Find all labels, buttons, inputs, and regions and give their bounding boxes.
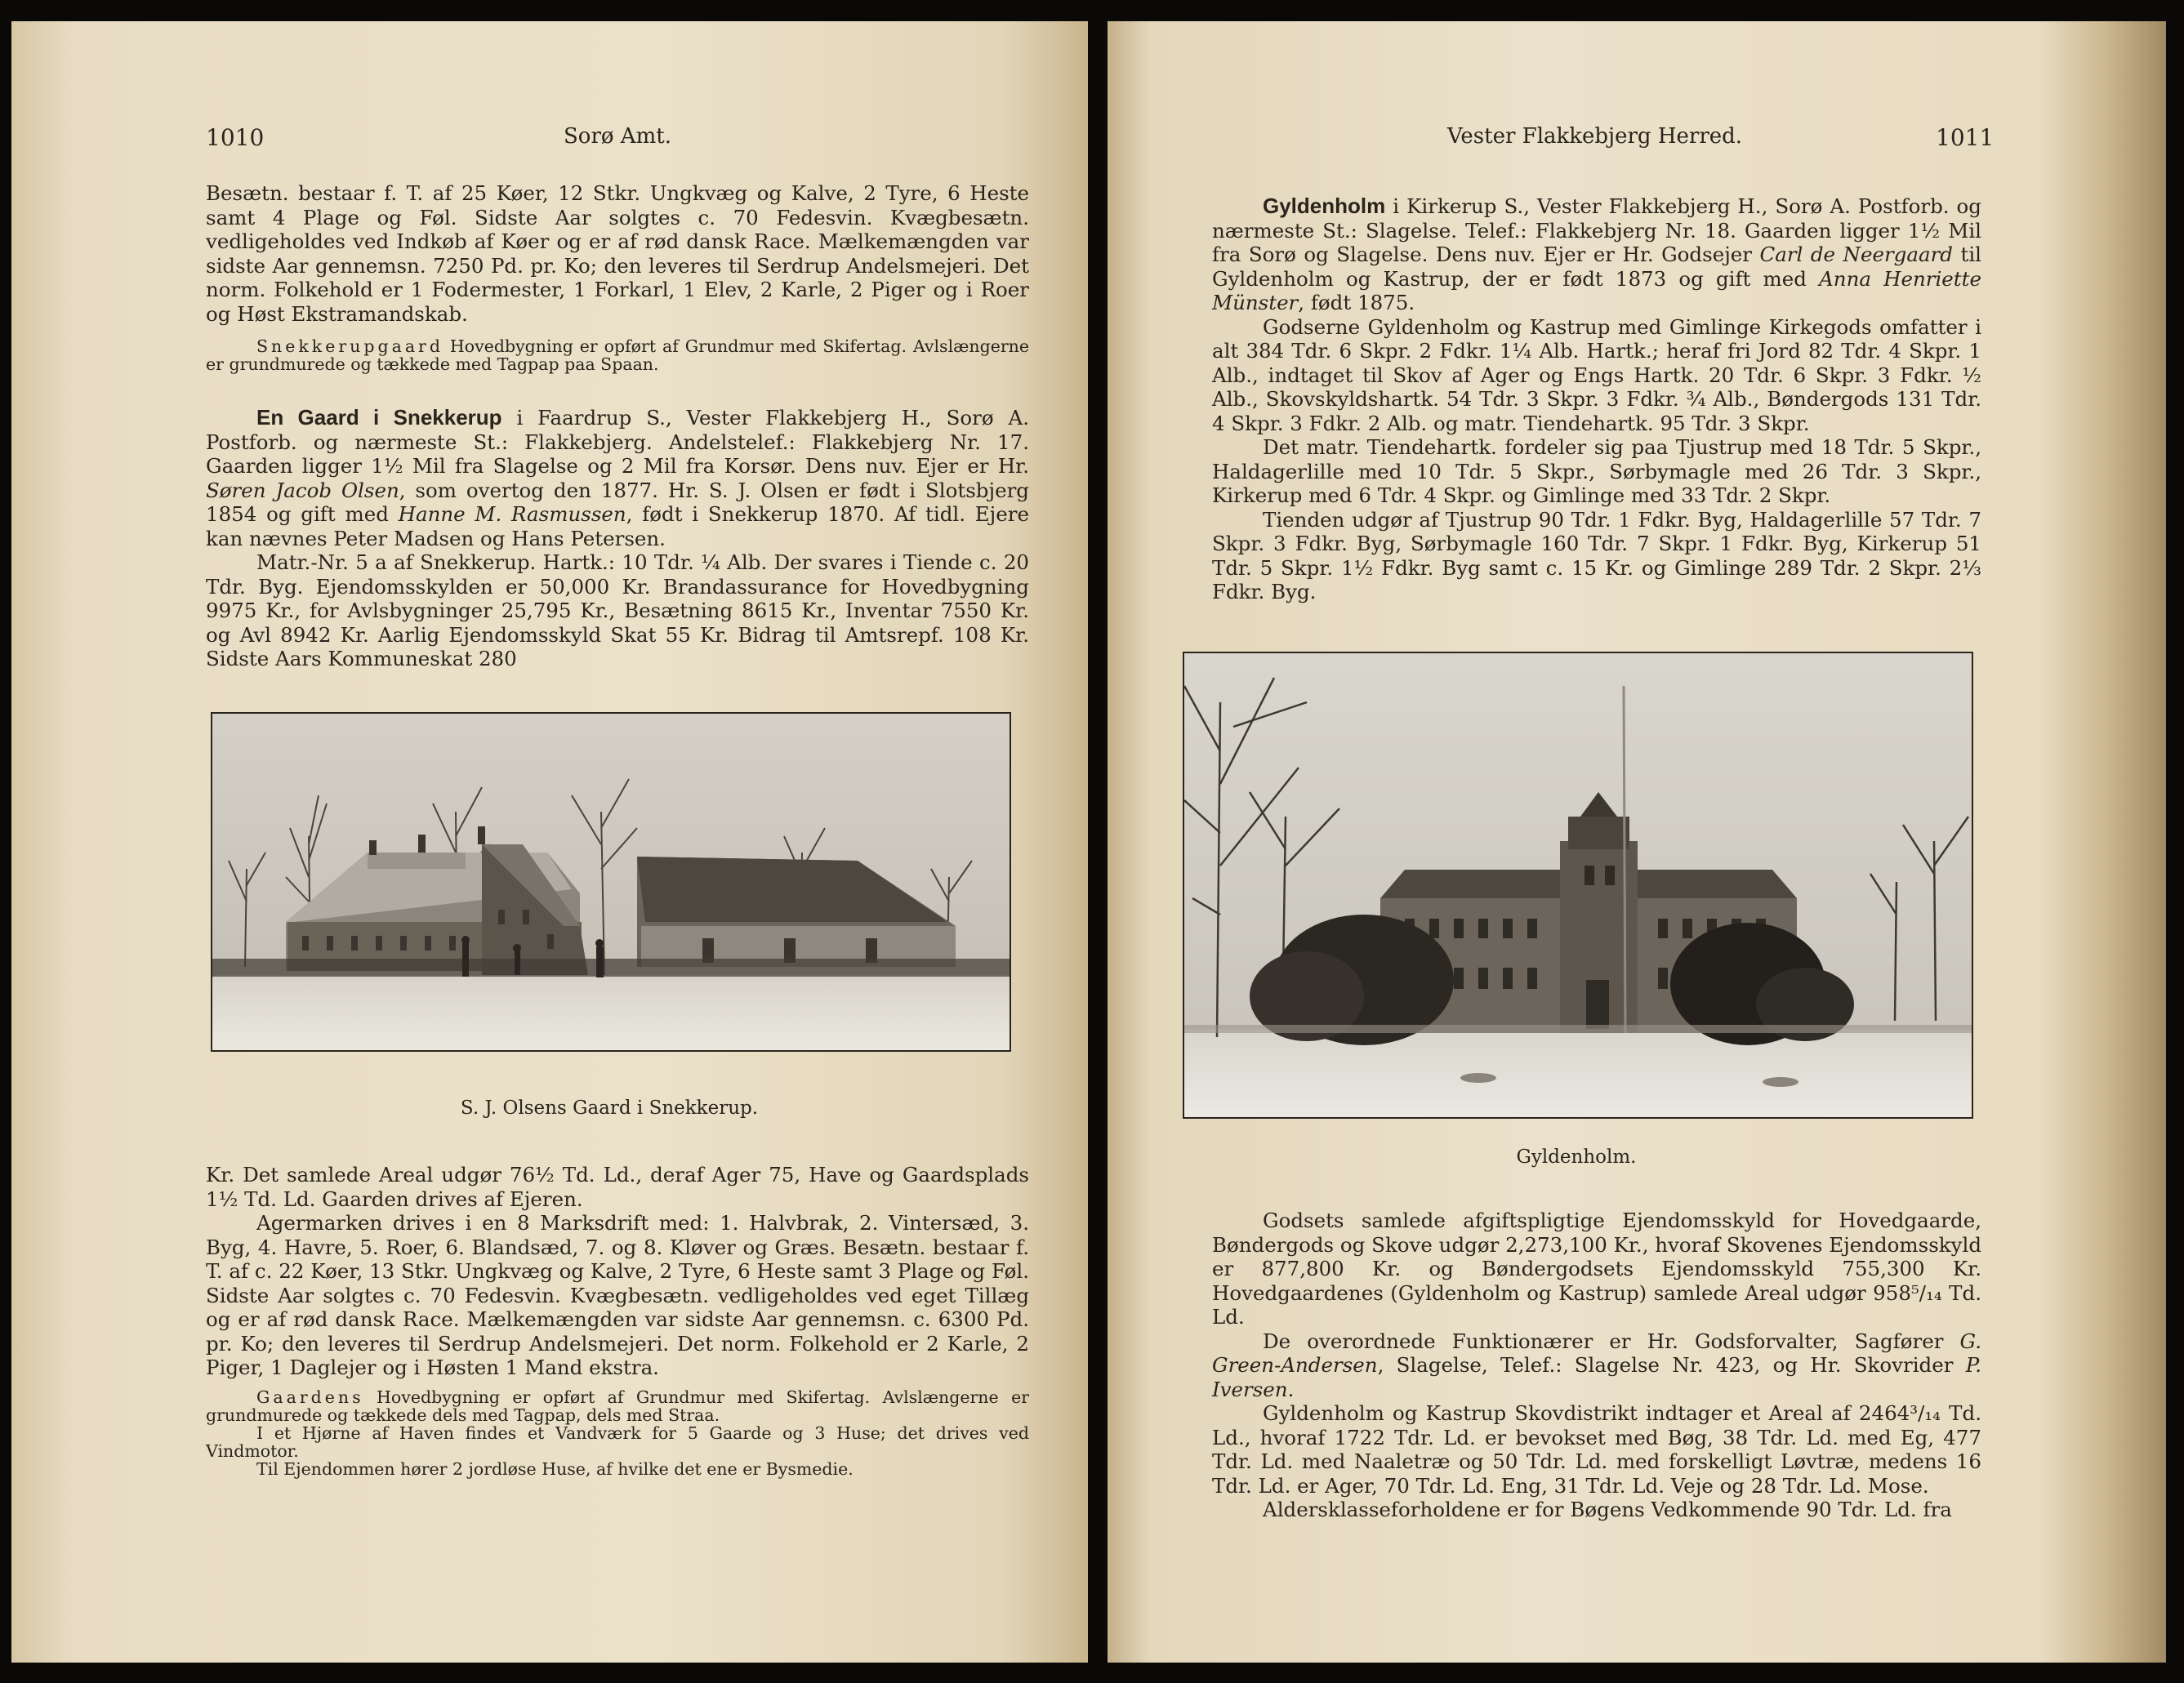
small-note: Snekkerupgaard Hovedbygning er opført af Grundmur med Skifertag. Avlslængerne er grundmurede og tækkede med Tagpap paa Spaan. xyxy=(206,336,1029,374)
right-text-top xyxy=(1212,194,1981,604)
paragraph: Aldersklasseforholdene er for Bøgens Vedkommende 90 Tdr. Ld. fra xyxy=(1263,1498,1952,1521)
left-text-top xyxy=(206,181,1029,671)
paragraph: Tienden udgør af Tjustrup 90 Tdr. 1 Fdkr. Byg, Haldagerlille 57 Tdr. 7 Skpr. 3 Fdkr. Byg, Sørbymagle 160 Tdr. 7 Skpr. 1 Fdkr. Byg, Kirkerup 51 Tdr. 5 Skpr. 1½ Fdkr. Byg samt c. 15 Kr. og Gimlinge 289 Tdr. 2 Skpr. 2⅓ Fdkr. Byg. xyxy=(1212,507,1981,603)
right-photo-caption: Gyldenholm. xyxy=(1516,1146,1637,1168)
paragraph: Agermarken drives i en 8 Marksdrift med: 1. Halvbrak, 2. Vintersæd, 3. Byg, 4. Havre, 5. Roer, 6. Blandsæd, 7. og 8. Kløver og Græs. Besætn. bestaar f. T. af c. 22 Køer, 13 Stkr. Ungkvæg og Kalve, 2 Tyre, 6 Heste samt 3 Plage og Føl. Sidste Aar solgtes c. 70 Fedesvin. Kvægbesætn. vedligeholdes ved eget Tillæg og er af rød dansk Race. Mælkemængden var sidste Aar gennemsn. c. 6300 Pd. pr. Ko; den leveres til Serdrup Andelsmejeri. Det norm. Folkehold er 2 Karle, 2 Piger, 1 Daglejer og i Høsten 1 Mand ekstra. xyxy=(206,1211,1029,1379)
right-text-bottom xyxy=(1212,1209,1981,1522)
left-page-number: 1010 xyxy=(206,124,265,151)
paragraph: Godsets samlede afgiftspligtige Ejendomsskyld for Hovedgaarde, Bøndergods og Skove udgør 2,273,100 Kr., hvoraf Skovenes Ejendomsskyld er 877,800 Kr. og Bøndergodsets Ejendomsskyld 755,300 Kr. Hovedgaardenes (Gyldenholm og Kastrup) samlede Areal udgør 958⁵/₁₄ Td. Ld. xyxy=(1212,1209,1981,1329)
paragraph: Matr.-Nr. 5 a af Snekkerup. Hartk.: 10 Tdr. ¼ Alb. Der svares i Tiende c. 20 Tdr. Byg. Ejendomsskylden er 50,000 Kr. Brandassurance for Hovedbygning 9975 Kr., for Avlsbygninger 25,795 Kr., Besætning 8615 Kr., Inventar 7550 Kr. og Avl 8942 Kr. Aarlig Ejendomsskyld Skat 55 Kr. Bidrag til Amtsrepf. 108 Kr. Sidste Aars Kommuneskat 280 xyxy=(206,550,1029,670)
entry-title: Gyldenholm xyxy=(1263,194,1386,218)
small-note: Til Ejendommen hører 2 jordløse Huse, af hvilke det ene er Bysmedie. xyxy=(256,1458,854,1479)
farm-illustration xyxy=(212,714,1010,1050)
paragraph: Besætn. bestaar f. T. af 25 Køer, 12 Stkr. Ungkvæg og Kalve, 2 Tyre, 6 Heste samt 4 Plage og Føl. Sidste Aar solgtes c. 70 Fedesvin. Kvægbesætn. vedligeholdes ved Indkøb af Køer og er af rød dansk Race. Mælkemængden var sidste Aar gennemsn. 7250 Pd. pr. Ko; den leveres til Serdrup Andelsmejeri. Det norm. Folkehold er 1 Fodermester, 1 Forkarl, 1 Elev, 2 Karle, 2 Piger og i Roer og Høst Ekstramandskab. xyxy=(206,181,1029,326)
paragraph: Det matr. Tiendehartk. fordeler sig paa Tjustrup med 18 Tdr. 5 Skpr., Haldagerlille med 10 Tdr. 5 Skpr., Sørbymagle med 26 Tdr. 3 Skpr., Kirkerup med 6 Tdr. 4 Skpr. og Gimlinge med 33 Tdr. 2 Skpr. xyxy=(1212,435,1981,507)
left-text-bottom xyxy=(206,1163,1029,1478)
manor-illustration xyxy=(1184,653,1972,1117)
entry-paragraph: En Gaard i Snekkerup i Faardrup S., Vester Flakkebjerg H., Sorø A. Postforb. og nærmeste St.: Flakkebjerg. Andelstelef.: Flakkebjerg Nr. 17. Gaarden ligger 1½ Mil fra Slagelse og 2 Mil fra Korsør. Dens nuv. Ejer er Hr. Søren Jacob Olsen, som overtog den 1877. Hr. S. J. Olsen er født i Slotsbjerg 1854 og gift med Hanne M. Rasmussen, født i Snekkerup 1870. Af tidl. Ejere kan nævnes Peter Madsen og Hans Petersen. xyxy=(206,405,1029,550)
right-page xyxy=(1108,21,2166,1663)
manor-photo xyxy=(1183,652,1973,1119)
paragraph: Godserne Gyldenholm og Kastrup med Gimlinge Kirkegods omfatter i alt 384 Tdr. 6 Skpr. 2 Fdkr. 1¼ Alb. Hartk.; heraf fri Jord 82 Tdr. 4 Skpr. 1 Alb., indtaget til Skov af Ager og Engs Hartk. 20 Tdr. 6 Skpr. 3 Fdkr. ½ Alb., Skovskyldshartk. 54 Tdr. 3 Skpr. 3 Fdkr. ¾ Alb., Bøndergods 131 Tdr. 4 Skpr. 3 Fdkr. 2 Alb. og matr. Tiendehartk. 95 Tdr. 3 Skpr. xyxy=(1212,314,1981,435)
entry-paragraph: Gyldenholm i Kirkerup S., Vester Flakkebjerg H., Sorø A. Postforb. og nærmeste St.: Slagelse. Telef.: Flakkebjerg Nr. 18. Gaarden ligger 1½ Mil fra Sorø og Slagelse. Dens nuv. Ejer er Hr. Godsejer Carl de Neergaard til Gyldenholm og Kastrup, der er født 1873 og gift med Anna Henriette Münster, født 1875. xyxy=(1212,194,1981,314)
paragraph: Kr. Det samlede Areal udgør 76½ Td. Ld., deraf Ager 75, Have og Gaardsplads 1½ Td. Ld. Gaarden drives af Ejeren. xyxy=(206,1163,1029,1211)
left-running-head: Sorø Amt. xyxy=(564,124,671,149)
paragraph: Gyldenholm og Kastrup Skovdistrikt indtager et Areal af 2464³/₁₄ Td. Ld., hvoraf 1722 Tdr. Ld. er bevokset med Bøg, 38 Tdr. Ld. med Eg, 477 Tdr. Ld. med Naaletræ og 50 Tdr. Ld. med forskelligt Løvtræ, medens 16 Tdr. Ld. er Ager, 70 Tdr. Ld. Eng, 31 Tdr. Ld. Veje og 28 Tdr. Ld. Mose. xyxy=(1212,1401,1981,1498)
right-page-number: 1011 xyxy=(1936,124,1995,151)
right-running-head: Vester Flakkebjerg Herred. xyxy=(1447,124,1743,149)
paragraph: De overordnede Funktionærer er Hr. Godsforvalter, Sagfører G. Green-Andersen, Slagelse, Telef.: Slagelse Nr. 423, og Hr. Skovrider P. Iversen. xyxy=(1212,1329,1981,1401)
left-photo-caption: S. J. Olsens Gaard i Snekkerup. xyxy=(460,1098,759,1119)
small-note: I et Hjørne af Haven findes et Vandværk for 5 Gaarde og 3 Huse; det drives ved Vindmotor. xyxy=(206,1423,1029,1461)
left-page xyxy=(11,21,1088,1663)
entry-title: En Gaard i Snekkerup xyxy=(256,405,502,430)
farm-photo xyxy=(211,712,1011,1052)
small-note: Gaardens Hovedbygning er opført af Grundmur med Skifertag. Avlslængerne er grundmurede og tækkede dels med Tagpap, dels med Straa. xyxy=(206,1387,1029,1425)
